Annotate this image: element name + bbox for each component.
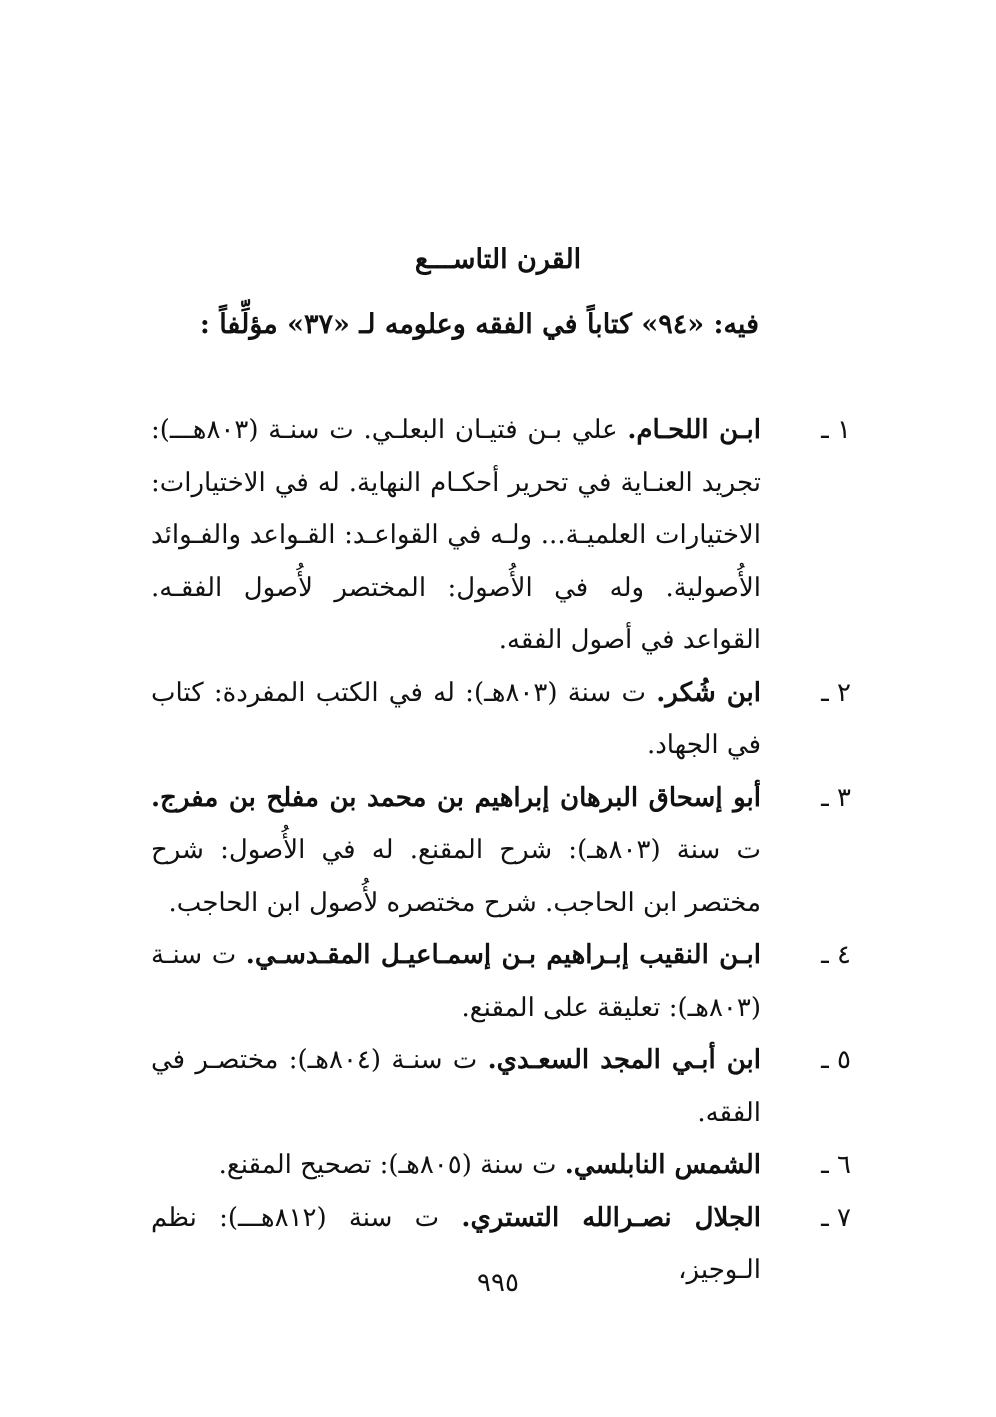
entry-text — [151, 1034, 761, 1139]
author-name: الجلال نصـرالله التستري. — [461, 1202, 762, 1233]
entry-details: ت سنـة (٨٠٤هـ): مختصـر في الفقه. — [151, 1045, 761, 1128]
author-name: ابن أبـي المجد السعـدي. — [487, 1045, 761, 1075]
entry-number: ١ ـ — [821, 415, 851, 445]
entry-number: ٥ ـ — [821, 1045, 851, 1075]
author-name: ابـن النقيب إبـراهيم بـن إسمـاعيـل المقـدسـي. — [245, 940, 762, 970]
entry-details: ت سنـة (٨٠٣هـ): تعليقة على المقنع. — [151, 940, 761, 1023]
author-entry-6 — [151, 1139, 851, 1192]
entry-number: ٦ ـ — [821, 1150, 851, 1180]
intro-line: فيه: «٩٤» كتاباً في الفقه وعلومه لـ «٣٧» مؤلِّفاً : — [199, 309, 759, 340]
entry-details: ت سنة (٨٠٥هـ): تصحيح المقنع. — [218, 1150, 557, 1180]
entry-number: ٢ ـ — [821, 677, 851, 708]
page-number: ٩٩٥ — [477, 1268, 519, 1298]
author-list — [151, 404, 851, 1297]
entry-number: ٣ ـ — [821, 782, 851, 813]
entry-details: ت سنة (٨١٢هـــ): نظم الـوجيز، — [151, 1202, 761, 1285]
entry-details: ت سنة (٨٠٣هـ): له في الكتب المفردة: كتاب في الجهاد. — [151, 677, 761, 760]
entry-number: ٧ ـ — [821, 1202, 851, 1233]
author-entry-2 — [151, 667, 851, 772]
entry-text — [151, 929, 761, 1034]
entry-text — [151, 772, 761, 930]
entry-text — [151, 1139, 761, 1192]
author-name: أبو إسحاق البرهان إبراهيم بن محمد بن مفلح بن مفرج. — [151, 782, 761, 813]
entry-details: علي بـن فتيـان البعلـي. ت سنـة (٨٠٣هـــ): تجريد العنـاية في تحرير أحكـام النهاية. له في الاختيارات: الاختيارات العلميـة... ولـه في القواعـد: القـواعد والفـوائد الأُصولية. وله في الأُصول: المختصر لأُصول الفقـه. القواعد في أصول الفقه. — [151, 415, 761, 655]
author-name: ابـن اللحـام. — [627, 415, 762, 445]
author-entry-3 — [151, 772, 851, 930]
author-name: ابن شُكر. — [656, 677, 761, 708]
author-entry-5 — [151, 1034, 851, 1139]
entry-number: ٤ ـ — [821, 940, 851, 970]
entry-text — [151, 404, 761, 667]
entry-details: ت سنة (٨٠٣هـ): شرح المقنع. له في الأُصول: شرح مختصر ابن الحاجب. شرح مختصره لأُصول ابن الحاجب. — [151, 835, 761, 918]
author-entry-1 — [151, 404, 851, 667]
author-entry-4 — [151, 929, 851, 1034]
century-heading: القرن التاســـع — [414, 244, 582, 275]
author-name: الشمس النابلسي. — [564, 1150, 761, 1180]
entry-text — [151, 667, 761, 772]
